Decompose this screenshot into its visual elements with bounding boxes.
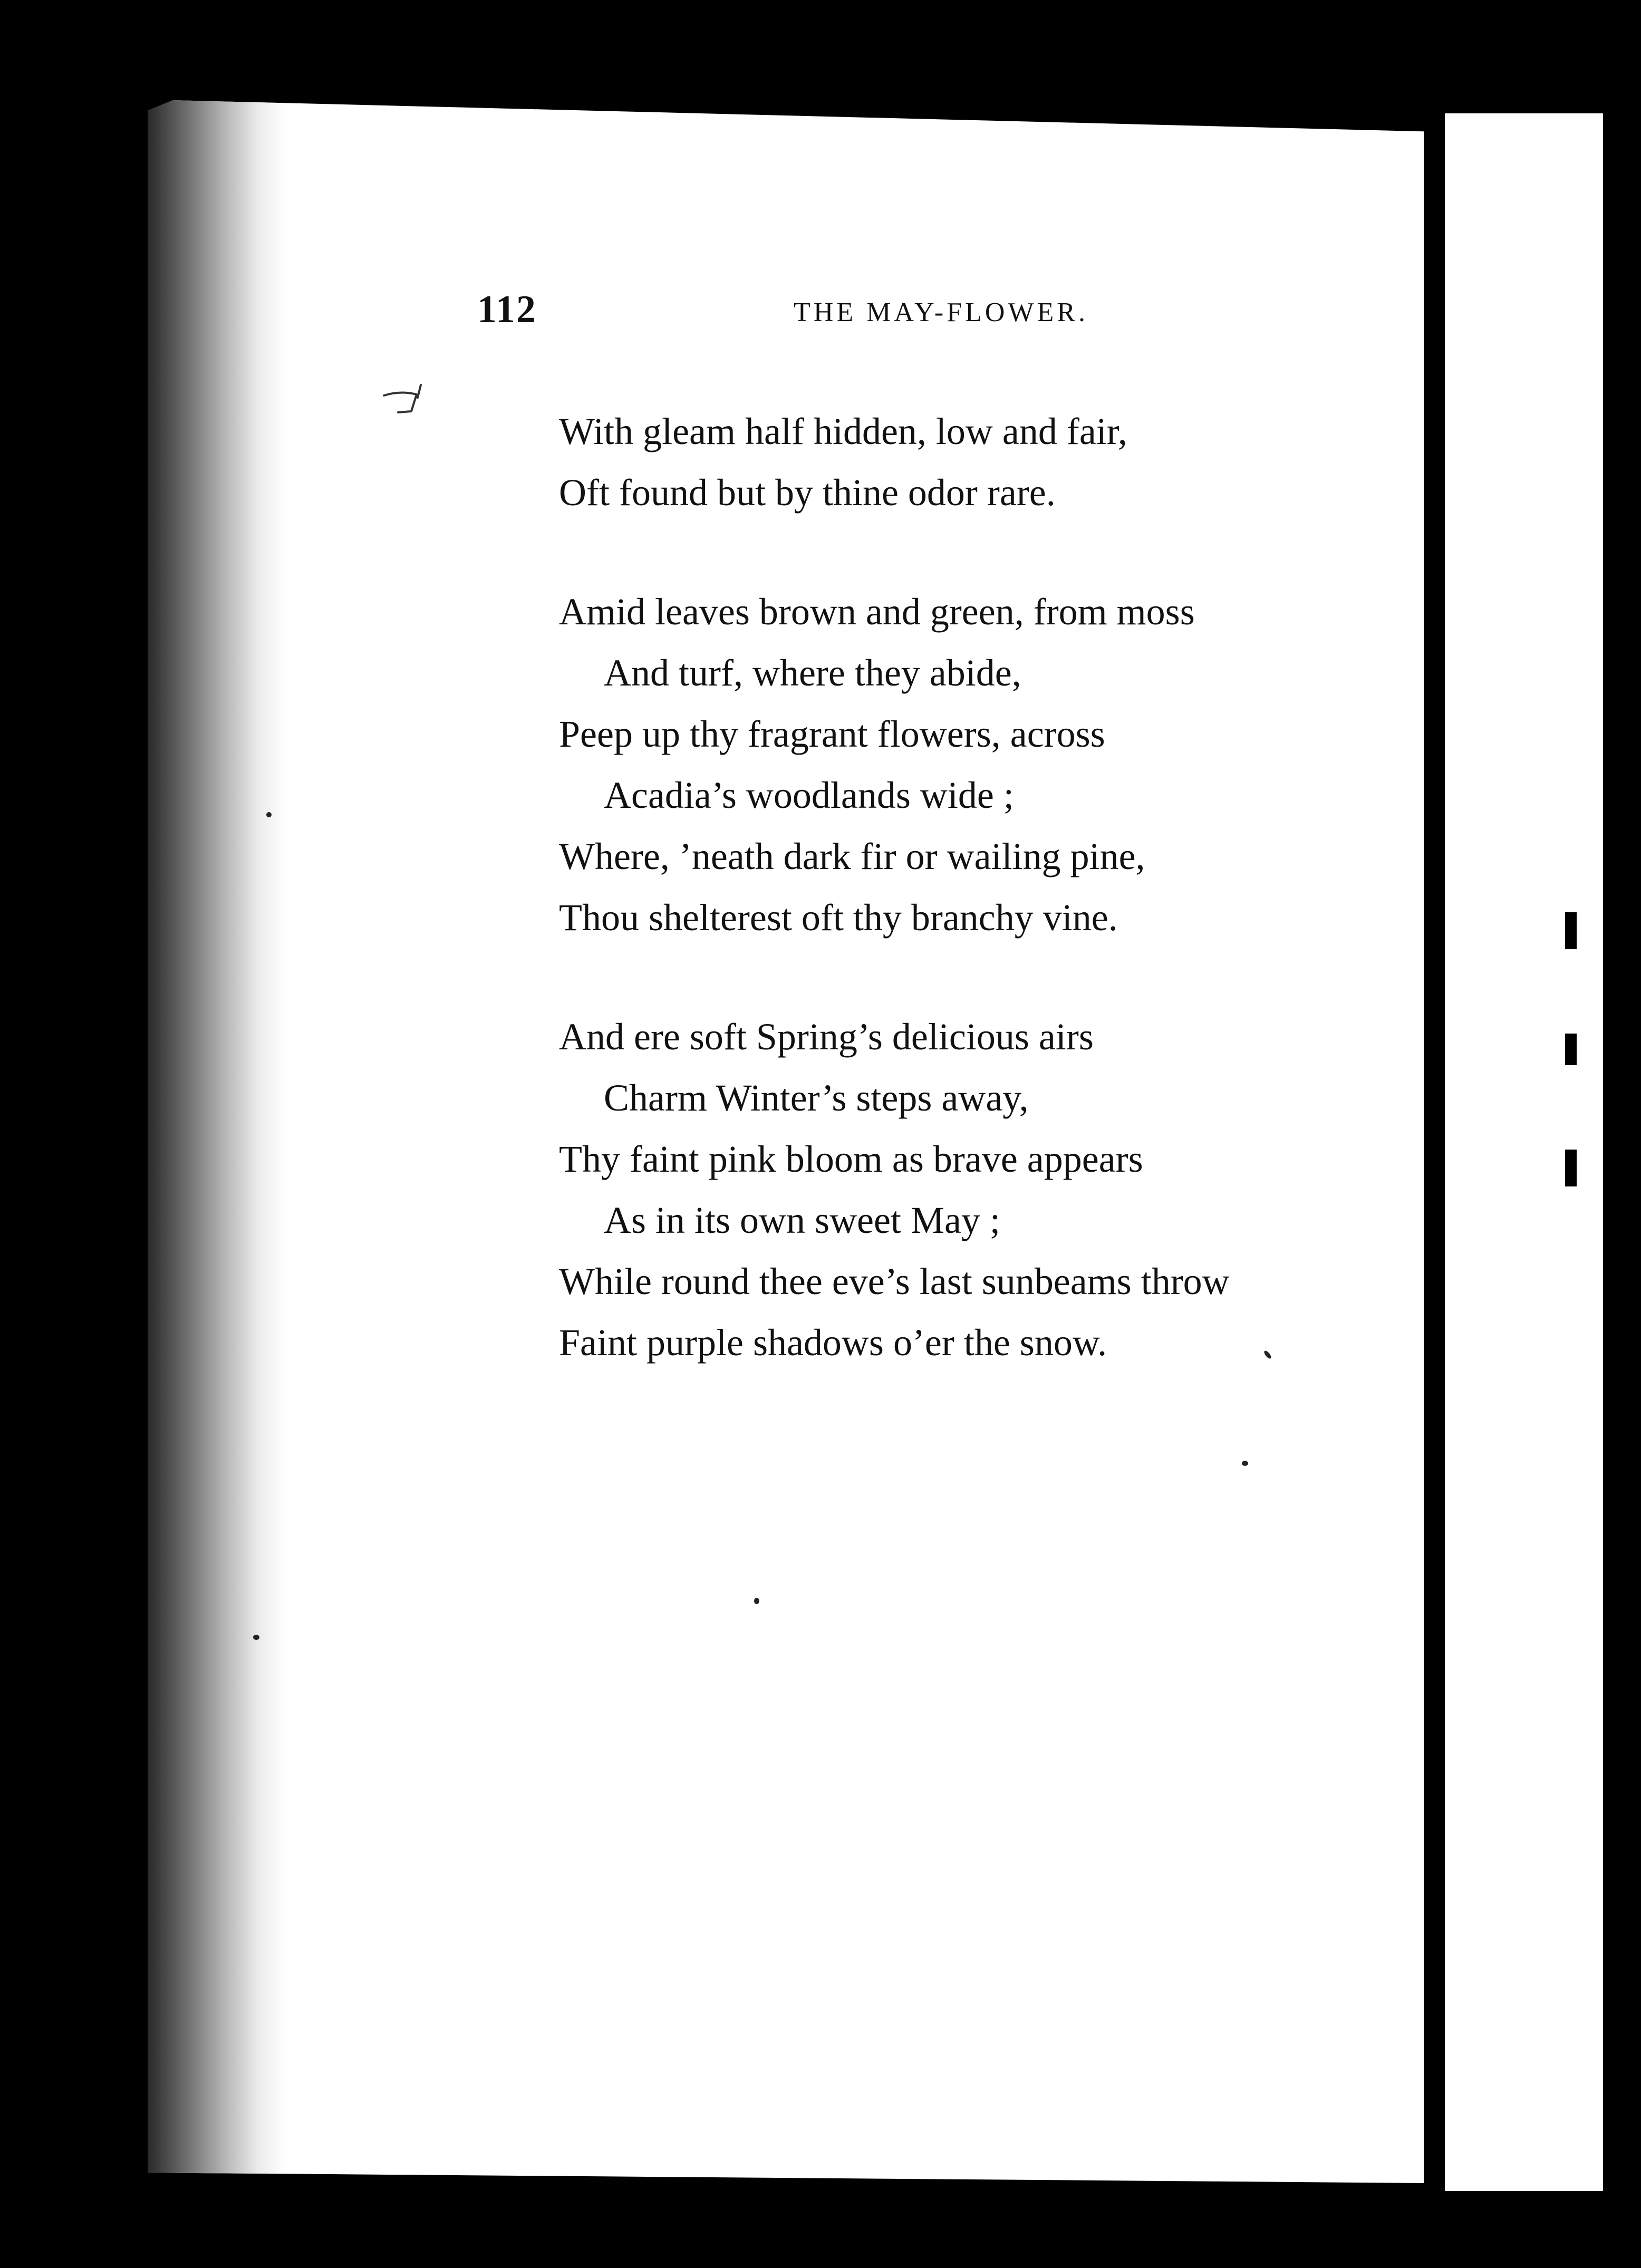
page-number: 112 (477, 288, 537, 331)
facing-page-glyph (1565, 912, 1577, 949)
page-edge (1424, 105, 1445, 2194)
poem-body (559, 401, 1392, 1431)
poem-line: While round thee eve’s last sunbeams throw (559, 1260, 1230, 1302)
poem-line: Amid leaves brown and green, from moss (559, 591, 1195, 633)
ink-speck (266, 812, 272, 817)
stanza (559, 401, 1392, 523)
poem-line: And turf, where they abide, (604, 652, 1021, 694)
poem-line: And ere soft Spring’s delicious airs (559, 1016, 1094, 1058)
ink-speck (253, 1635, 259, 1640)
running-head (477, 287, 1437, 335)
running-title: THE MAY-FLOWER. (794, 297, 1088, 327)
ink-speck (1242, 1461, 1248, 1466)
poem-line: Faint purple shadows o’er the snow. (559, 1321, 1107, 1364)
poem-line: With gleam half hidden, low and fair, (559, 410, 1127, 452)
poem-line: As in its own sweet May ; (604, 1199, 1000, 1241)
stanza (559, 1006, 1392, 1373)
facing-page-glyph (1565, 1034, 1577, 1065)
poem-line: Acadia’s woodlands wide ; (604, 774, 1014, 816)
stanza (559, 581, 1392, 948)
pencil-mark-icon (380, 380, 438, 427)
poem-line: Thy faint pink bloom as brave appears (559, 1138, 1143, 1180)
gutter-shadow (148, 100, 285, 2183)
poem-line: Oft found but by thine odor rare. (559, 471, 1056, 514)
poem-line: Peep up thy fragrant flowers, across (559, 713, 1105, 755)
poem-line: Charm Winter’s steps away, (604, 1077, 1029, 1119)
facing-page-fragment (1445, 113, 1603, 2191)
poem-line: Thou shelterest oft thy branchy vine. (559, 896, 1118, 939)
ink-speck (754, 1598, 759, 1604)
poem-line: Where, ’neath dark fir or wailing pine, (559, 835, 1145, 877)
facing-page-glyph (1565, 1150, 1577, 1186)
